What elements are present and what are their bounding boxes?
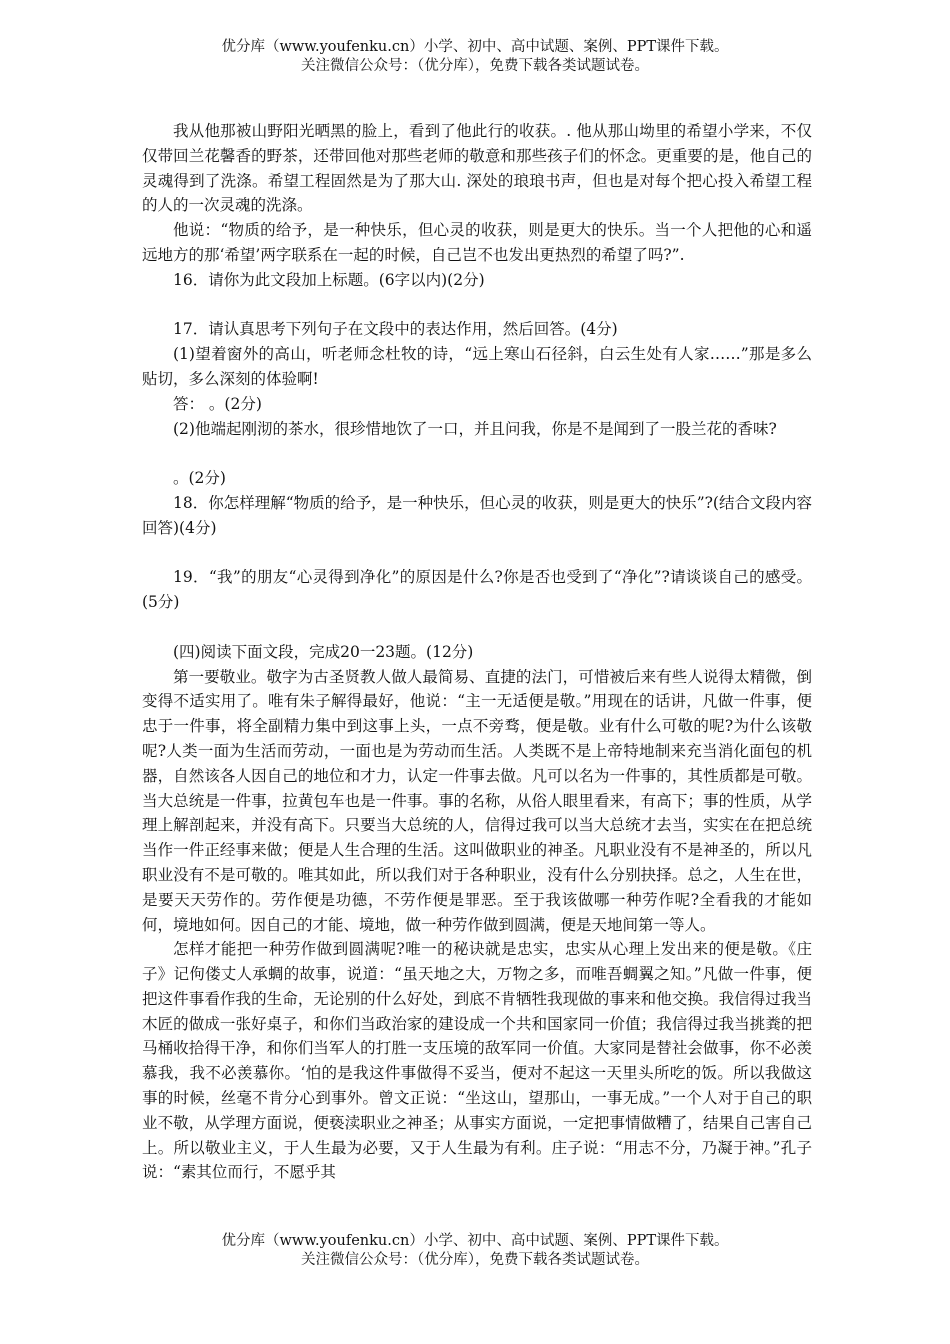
passage3-paragraph-1: 我从他那被山野阳光晒黑的脸上，看到了他此行的收获。. 他从那山坳里的希望小学来，不仅仅带回兰花馨香的野茶，还带回他对那些老师的敬意和那些孩子们的怀念。更重要的是，他自己的灵魂得到了洗涤。希望工程固然是为了那大山. 深处的琅琅书声，但也是对每个把心投入希望工程的人的一次灵魂的洗涤。 (142, 122, 812, 215)
question-16: 16．请你为此文段加上标题。(6字以内)(2分) (173, 270, 485, 289)
question-17: 17．请认真思考下列句子在文段中的表达作用，然后回答。(4分) (173, 320, 618, 339)
question-17-2-answer: 。(2分) (173, 469, 226, 488)
question-19: 19．“我”的朋友“心灵得到净化”的原因是什么?你是否也受到了“净化”?请谈谈自己的感受。(5分) (142, 568, 812, 612)
page-header (0, 38, 950, 76)
passage3-paragraph-2: 他说：“物质的给予，是一种快乐，但心灵的收获，则是更大的快乐。当一个人把他的心和遥远地方的那‘希望’两字联系在一起的时候，自己岂不也发出更热烈的希望了吗?”. (142, 221, 812, 264)
answer-space-19 (142, 615, 812, 640)
footer-line-2: 关注微信公众号：（优分库），免费下载各类试题试卷。 (301, 1252, 649, 1268)
answer-space-17-2 (142, 441, 812, 466)
document-body (142, 119, 812, 1185)
footer-line-1: 优分库（www.youfenku.cn）小学、初中、高中试题、案例、PPT课件下载。 (221, 1233, 729, 1249)
question-17-1: (1)望着窗外的高山，听老师念杜牧的诗，“远上寒山石径斜，白云生处有人家……”那是多么贴切，多么深刻的体验啊! (142, 345, 812, 388)
header-line-2: 关注微信公众号：（优分库），免费下载各类试题试卷。 (301, 58, 649, 74)
header-line-1: 优分库（www.youfenku.cn）小学、初中、高中试题、案例、PPT课件下载。 (221, 39, 729, 55)
question-18: 18．你怎样理解“物质的给予，是一种快乐，但心灵的收获，则是更大的快乐”?(结合文段内容回答)(4分) (142, 493, 812, 537)
answer-space-18 (142, 541, 812, 566)
question-17-2: (2)他端起刚沏的茶水，很珍惜地饮了一口，并且问我，你是不是闻到了一股兰花的香味? (173, 419, 777, 438)
question-17-1-answer: 答： 。(2分) (173, 394, 262, 413)
passage4-paragraph-2: 怎样才能把一种劳作做到圆满呢?唯一的秘诀就是忠实，忠实从心理上发出来的便是敬。《庄子》记佝偻丈人承蜩的故事，说道：“虽天地之大，万物之多，而唯吾蜩翼之知。”凡做一件事，便把这件事看作我的生命，无论别的什么好处，到底不肯牺牲我现做的事来和他交换。我信得过我当木匠的做成一张好桌子，和你们当政治家的建设成一个共和国家同一价值；我信得过我当挑粪的把马桶收拾得干净，和你们当军人的打胜一支压境的敌军同一价值。大家同是替社会做事，你不必羡慕我，我不必羡慕你。‘怕的是我这件事做得不妥当，便对不起这一天里头所吃的饭。所以我做这事的时候，丝毫不肯分心到事外。曾文正说：“坐这山，望那山，一事无成。”一个人对于自己的职业不敬，从学理方面说，便亵渎职业之神圣；从事实方面说，一定把事情做糟了，结果自己害自己上。所以敬业主义，于人生最为必要，又于人生最为有利。庄子说：“用志不分，乃凝于神。”孔子说：“素其位而行，不愿乎其 (142, 940, 812, 1182)
answer-space-16 (142, 293, 812, 318)
passage4-paragraph-1: 第一要敬业。敬字为古圣贤教人做人最简易、直捷的法门，可惜被后来有些人说得太精微，倒变得不适实用了。唯有朱子解得最好，他说：“主一无适便是敬。”用现在的话讲，凡做一件事，便忠于一件事，将全副精力集中到这事上头，一点不旁骛，便是敬。业有什么可敬的呢?为什么该敬呢?人类一面为生活而劳动，一面也是为劳动而生活。人类既不是上帝特地制来充当消化面包的机器，自然该各人因自己的地位和才力，认定一件事去做。凡可以名为一件事的，其性质都是可敬。当大总统是一件事，拉黄包车也是一件事。事的名称，从俗人眼里看来，有高下；事的性质，从学理上解剖起来，并没有高下。只要当大总统的人，信得过我可以当大总统才去当，实实在在把总统当作一件正经事来做；便是人生合理的生活。这叫做职业的神圣。凡职业没有不是神圣的，所以凡职业没有不是可敬的。唯其如此，所以我们对于各种职业，没有什么分别抉择。总之，人生在世，是要天天劳作的。劳作便是功德，不劳作便是罪恶。至于我该做哪一种劳作呢?全看我的才能如何，境地如何。因自己的才能、境地，做一种劳作做到圆满，便是天地间第一等人。 (142, 667, 812, 934)
passage4-heading: (四)阅读下面文段，完成20一23题。(12分) (173, 642, 474, 661)
page-footer (0, 1232, 950, 1270)
